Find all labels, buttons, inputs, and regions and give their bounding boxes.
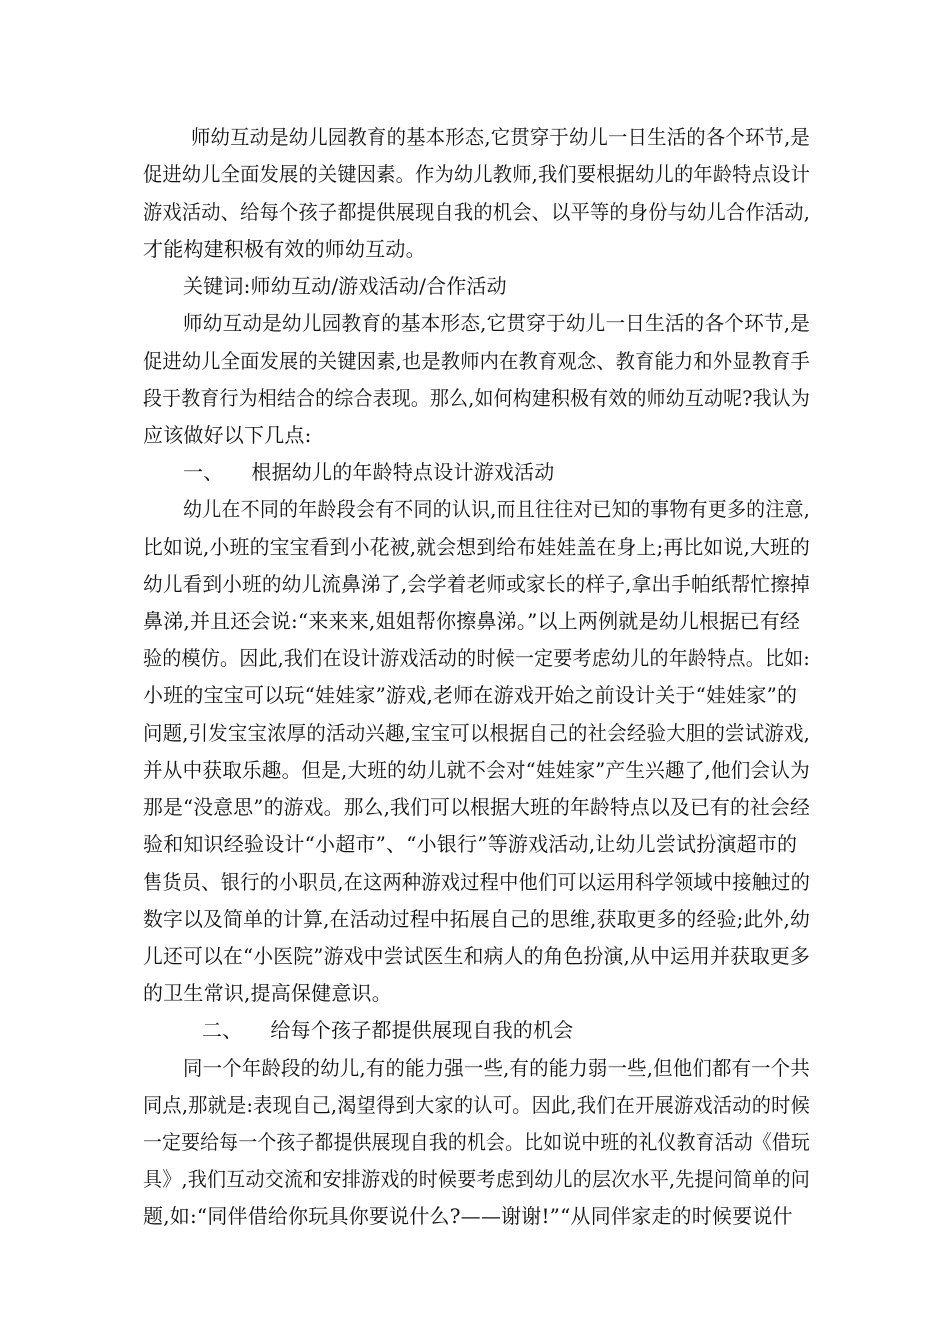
section-1-line: 并从中获取乐趣。但是,大班的幼儿就不会对“娃娃家”产生兴趣了,他们会认为	[143, 758, 810, 782]
intro-line-2: 促进幼儿全面发展的关键因素,也是教师内在教育观念、教育能力和外显教育手	[143, 349, 811, 373]
abstract-line-2: 促进幼儿全面发展的关键因素。作为幼儿教师,我们要根据幼儿的年龄特点设计	[143, 162, 811, 186]
section-1-title: 根据幼儿的年龄特点设计游戏活动	[251, 460, 555, 484]
section-2-line: 题,如:“同伴借给你玩具你要说什么?——谢谢!”“从同伴家走的时候要说什	[143, 1204, 793, 1228]
section-2-number: 二、	[202, 1018, 243, 1042]
section-1-line: 比如说,小班的宝宝看到小花被,就会想到给布娃娃盖在身上;再比如说,大班的	[143, 535, 811, 559]
section-1-line: 问题,引发宝宝浓厚的活动兴趣,宝宝可以根据自己的社会经验大胆的尝试游戏,	[143, 721, 810, 745]
section-2-line: 具》,我们互动交流和安排游戏的时候要考虑到幼儿的层次水平,先提问简单的问	[143, 1167, 811, 1191]
section-1-line: 那是“没意思”的游戏。那么,我们可以根据大班的年龄特点以及已有的社会经	[143, 795, 811, 819]
section-1-line: 的卫生常识,提高保健意识。	[143, 981, 392, 1005]
section-1-line: 小班的宝宝可以玩“娃娃家”游戏,老师在游戏开始之前设计关于“娃娃家”的	[143, 683, 798, 707]
section-1-line: 验和知识经验设计“小超市”、“小银行”等游戏活动,让幼儿尝试扮演超市的	[143, 832, 798, 856]
section-1-line: 幼儿看到小班的幼儿流鼻涕了,会学着老师或家长的样子,拿出手帕纸帮忙擦掉	[143, 572, 811, 596]
keywords: 关键词:师幼互动/游戏活动/合作活动	[183, 274, 507, 298]
section-1-line: 售货员、银行的小职员,在这两种游戏过程中他们可以运用科学领域中接触过的	[143, 870, 811, 894]
intro-line-1: 师幼互动是幼儿园教育的基本形态,它贯穿于幼儿一日生活的各个环节,是	[183, 311, 810, 335]
section-1-line: 验的模仿。因此,我们在设计游戏活动的时候一定要考虑幼儿的年龄特点。比如:	[143, 646, 811, 670]
section-1-line: 鼻涕,并且还会说:“来来来,姐姐帮你擦鼻涕。”以上两例就是幼儿根据已有经	[143, 609, 801, 633]
section-1-line: 数字以及简单的计算,在活动过程中拓展自己的思维,获取更多的经验;此外,幼	[143, 907, 811, 931]
intro-line-3: 段于教育行为相结合的综合表现。那么,如何构建积极有效的师幼互动呢?我认为	[143, 386, 811, 410]
section-1-line: 幼儿在不同的年龄段会有不同的认识,而且往往对已知的事物有更多的注意,	[183, 497, 811, 521]
section-2-title: 给每个孩子都提供展现自我的机会	[270, 1018, 574, 1042]
section-2-heading	[202, 1020, 573, 1040]
abstract-line-4: 才能构建积极有效的师幼互动。	[143, 237, 426, 261]
section-1-heading	[183, 462, 554, 482]
abstract-line-1: 师幼互动是幼儿园教育的基本形态,它贯穿于幼儿一日生活的各个环节,是	[191, 125, 810, 149]
section-1-line: 儿还可以在“小医院”游戏中尝试医生和病人的角色扮演,从中运用并获取更多	[143, 944, 811, 968]
section-2-line: 同点,那就是:表现自己,渴望得到大家的认可。因此,我们在开展游戏活动的时候	[143, 1093, 811, 1117]
section-2-line: 同一个年龄段的幼儿,有的能力强一些,有的能力弱一些,但他们都有一个共	[183, 1056, 811, 1080]
abstract-line-3: 游戏活动、给每个孩子都提供展现自我的机会、以平等的身份与幼儿合作活动,	[143, 200, 811, 224]
section-2-line: 一定要给每一个孩子都提供展现自我的机会。比如说中班的礼仪教育活动《借玩	[143, 1130, 810, 1154]
section-1-number: 一、	[183, 460, 224, 484]
intro-line-4: 应该做好以下几点:	[143, 423, 312, 447]
